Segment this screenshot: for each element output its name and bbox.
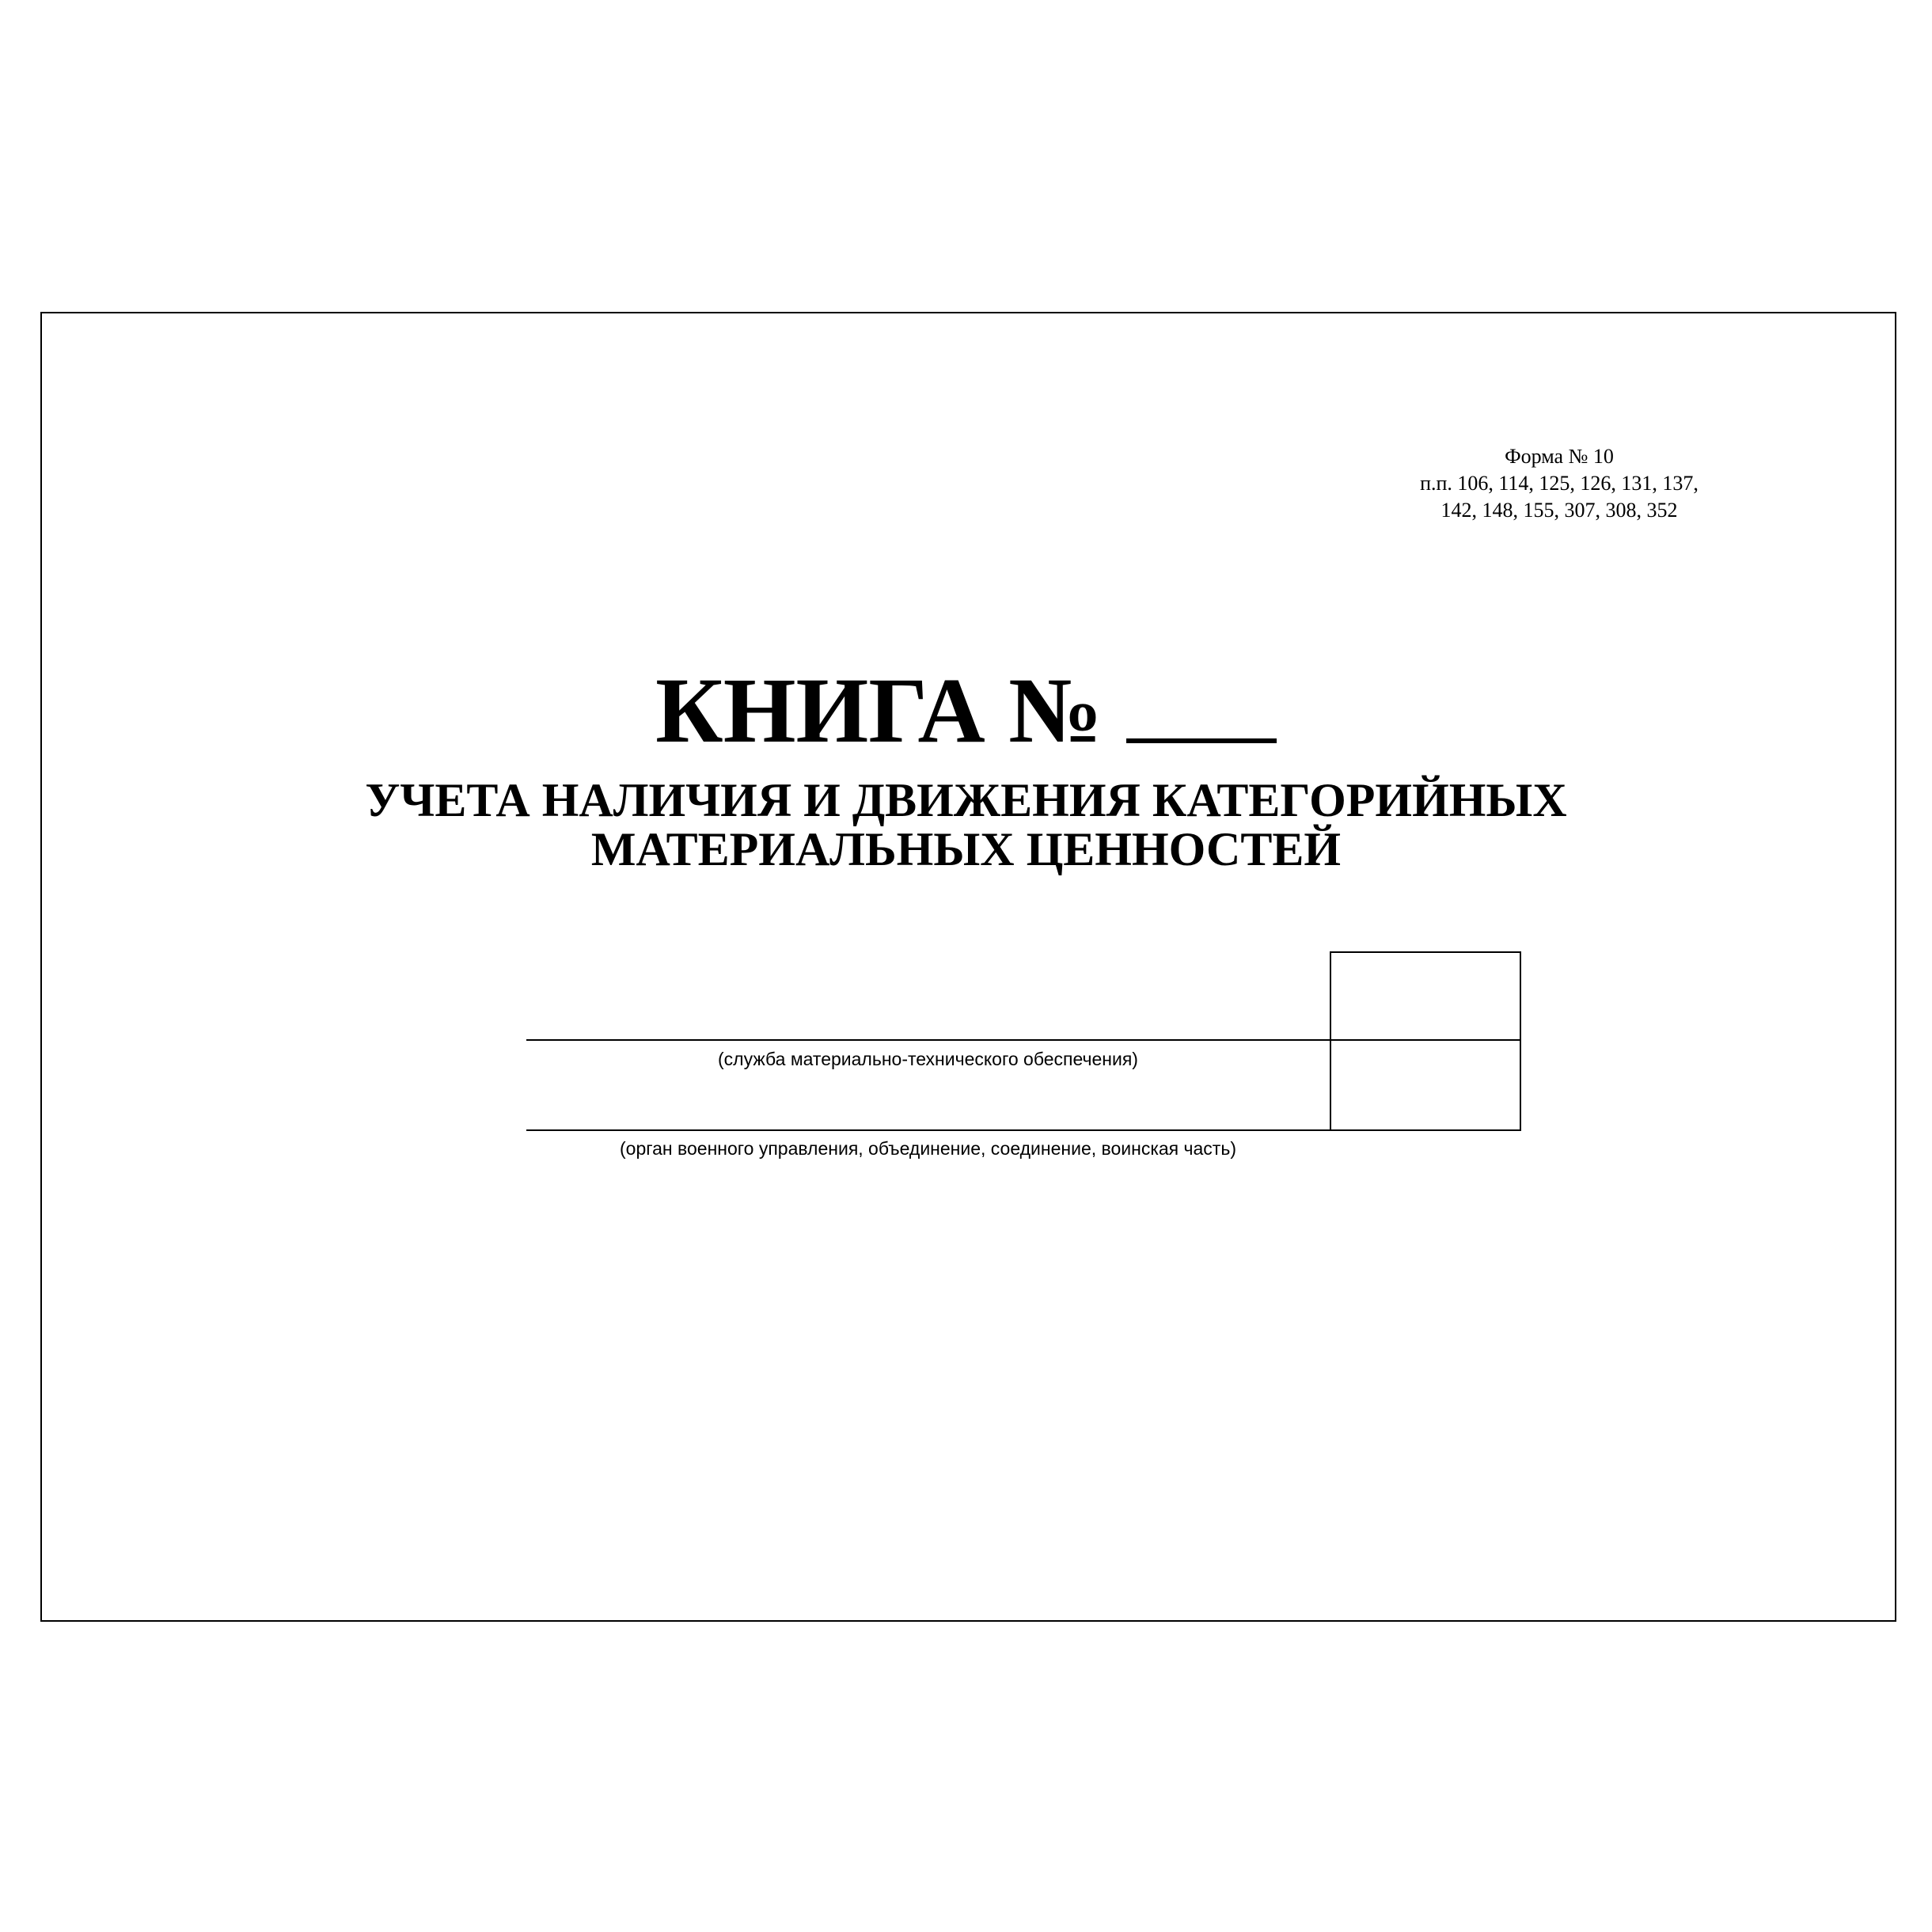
book-subtitle bbox=[0, 776, 1932, 874]
form-number: Форма № 10 bbox=[1505, 445, 1614, 468]
form-paragraphs-line-1: п.п. 106, 114, 125, 126, 131, 137, bbox=[1420, 472, 1699, 495]
book-number-blank bbox=[1126, 738, 1277, 743]
service-field-line bbox=[526, 1039, 1330, 1041]
code-box-bottom bbox=[1330, 1039, 1521, 1131]
code-box-top bbox=[1330, 951, 1521, 1041]
book-title-text: КНИГА № bbox=[655, 659, 1103, 762]
unit-field-caption: (орган военного управления, объединение, соединение, воинская часть) bbox=[620, 1138, 1236, 1159]
form-paragraphs-line-2: 142, 148, 155, 307, 308, 352 bbox=[1440, 499, 1678, 522]
book-subtitle-line-2: МАТЕРИАЛЬНЫХ ЦЕННОСТЕЙ bbox=[590, 823, 1342, 875]
form-reference bbox=[1346, 443, 1773, 524]
book-subtitle-line-1: УЧЕТА НАЛИЧИЯ И ДВИЖЕНИЯ КАТЕГОРИЙНЫХ bbox=[365, 774, 1567, 826]
service-field-caption: (служба материально-технического обеспечения) bbox=[718, 1049, 1138, 1069]
unit-field-line bbox=[526, 1129, 1330, 1131]
book-title bbox=[0, 655, 1932, 766]
